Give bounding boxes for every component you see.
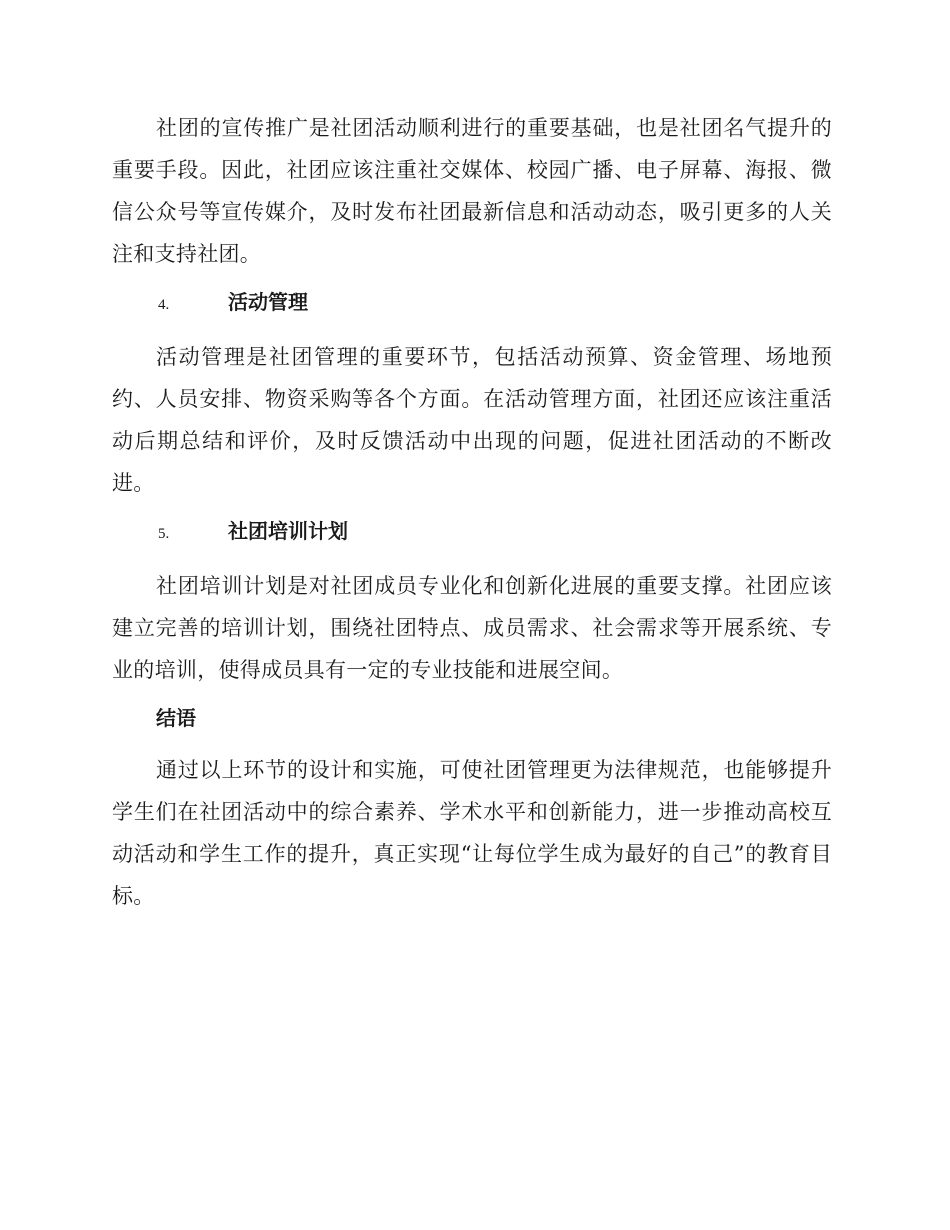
paragraph-conclusion: 通过以上环节的设计和实施，可使社团管理更为法律规范，也能够提升学生们在社团活动中的综合素养、学术水平和创新能力，进一步推动高校互动活动和学生工作的提升，真正实现“让每位学生成为最好的自己”的教育目标。 xyxy=(112,758,832,908)
section-heading-training-plan xyxy=(112,516,832,549)
paragraph-activity-management: 活动管理是社团管理的重要环节，包括活动预算、资金管理、场地预约、人员安排、物资采购等各个方面。在活动管理方面，社团还应该注重活动后期总结和评价，及时反馈活动中出现的问题，促进社团活动的不断改进。 xyxy=(112,345,832,495)
section-heading-activity-management xyxy=(112,287,832,320)
section-number: 4. xyxy=(158,297,170,313)
document-page xyxy=(112,107,832,917)
section-heading-conclusion: 结语 xyxy=(156,706,196,730)
paragraph-training-plan: 社团培训计划是对社团成员专业化和创新化进展的重要支撑。社团应该建立完善的培训计划，围绕社团特点、成员需求、社会需求等开展系统、专业的培训，使得成员具有一定的专业技能和进展空间。 xyxy=(112,574,832,682)
section-title: 活动管理 xyxy=(228,290,308,314)
section-title: 社团培训计划 xyxy=(228,519,348,543)
paragraph-publicity: 社团的宣传推广是社团活动顺利进行的重要基础，也是社团名气提升的重要手段。因此，社团应该注重社交媒体、校园广播、电子屏幕、海报、微信公众号等宣传媒介，及时发布社团最新信息和活动动态，吸引更多的人关注和支持社团。 xyxy=(112,116,832,266)
section-number: 5. xyxy=(158,526,170,542)
